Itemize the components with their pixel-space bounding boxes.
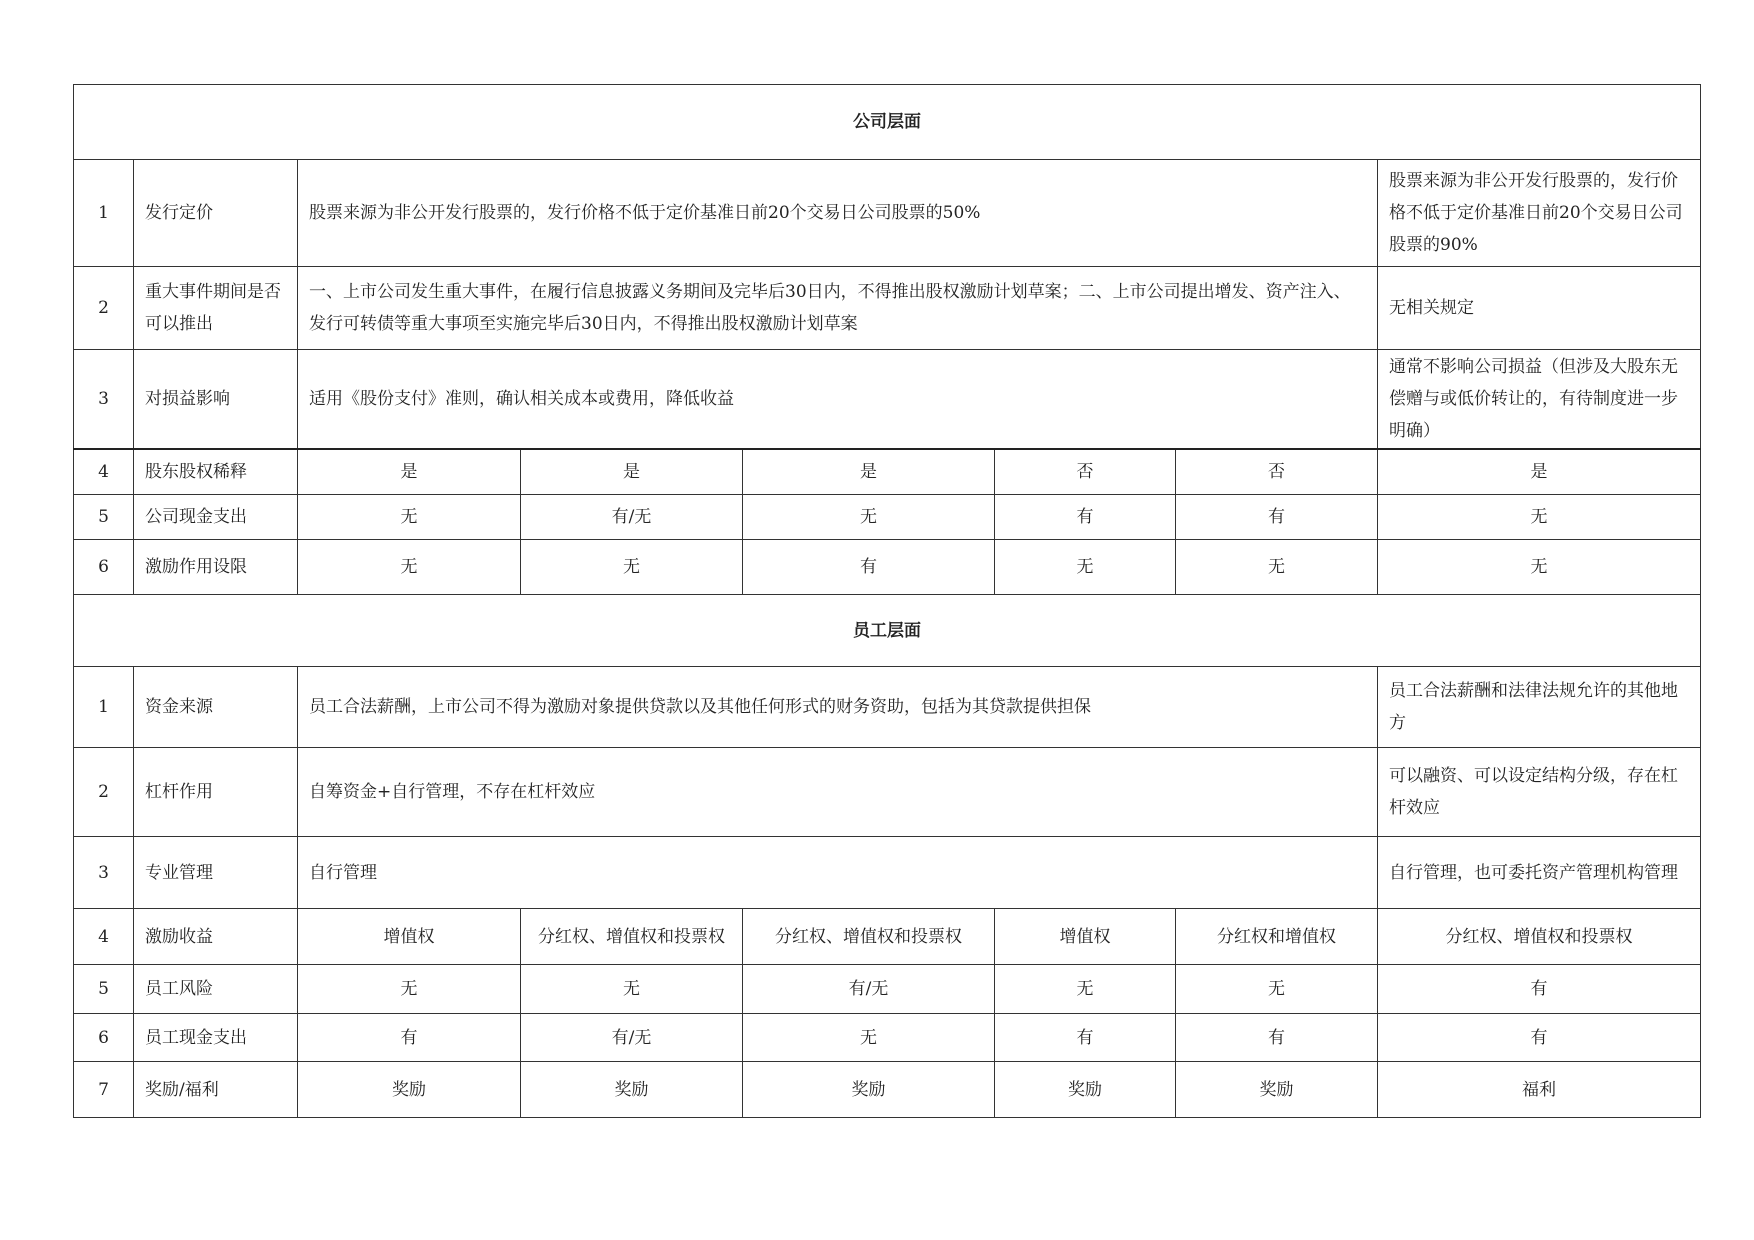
cell-value: 有: [1378, 965, 1701, 1014]
cell-value: 有: [1378, 1014, 1701, 1062]
cell-value: 无: [743, 495, 995, 540]
row-number: 3: [74, 837, 134, 909]
table-row: [74, 350, 1701, 449]
row-note: 无相关规定: [1378, 267, 1701, 350]
cell-value: 无: [521, 965, 743, 1014]
cell-value: 分红权、增值权和投票权: [743, 909, 995, 965]
table-row: [74, 667, 1701, 748]
row-description: 自筹资金+自行管理，不存在杠杆效应: [298, 748, 1378, 837]
cell-value: 无: [298, 540, 521, 595]
cell-value: 增值权: [298, 909, 521, 965]
table-row: [74, 160, 1701, 267]
row-note: 可以融资、可以设定结构分级，存在杠杆效应: [1378, 748, 1701, 837]
cell-value: 奖励: [298, 1062, 521, 1118]
row-description: 适用《股份支付》准则，确认相关成本或费用，降低收益: [298, 350, 1378, 449]
row-number: 1: [74, 160, 134, 267]
comparison-table: [73, 84, 1701, 1118]
cell-value: 有/无: [521, 1014, 743, 1062]
cell-value: 有: [743, 540, 995, 595]
row-label: 股东股权稀释: [134, 449, 298, 495]
row-description: 股票来源为非公开发行股票的，发行价格不低于定价基准日前20个交易日公司股票的50%: [298, 160, 1378, 267]
table-row: [74, 748, 1701, 837]
section-title-company: 公司层面: [74, 85, 1701, 160]
table-row: [74, 267, 1701, 350]
cell-value: 有: [298, 1014, 521, 1062]
row-number: 6: [74, 540, 134, 595]
row-note: 自行管理，也可委托资产管理机构管理: [1378, 837, 1701, 909]
cell-value: 有: [995, 1014, 1176, 1062]
cell-value: 分红权、增值权和投票权: [1378, 909, 1701, 965]
row-note: 通常不影响公司损益（但涉及大股东无偿赠与或低价转让的，有待制度进一步明确）: [1378, 350, 1701, 449]
table-row: [74, 965, 1701, 1014]
row-number: 4: [74, 909, 134, 965]
cell-value: 是: [1378, 449, 1701, 495]
cell-value: 奖励: [521, 1062, 743, 1118]
cell-value: 无: [995, 540, 1176, 595]
cell-value: 无: [1176, 965, 1378, 1014]
cell-value: 是: [743, 449, 995, 495]
table-row: [74, 540, 1701, 595]
cell-value: 奖励: [743, 1062, 995, 1118]
cell-value: 无: [298, 965, 521, 1014]
cell-value: 无: [995, 965, 1176, 1014]
cell-value: 否: [1176, 449, 1378, 495]
row-label: 专业管理: [134, 837, 298, 909]
row-label: 公司现金支出: [134, 495, 298, 540]
row-number: 3: [74, 350, 134, 449]
row-description: 自行管理: [298, 837, 1378, 909]
row-number: 2: [74, 267, 134, 350]
cell-value: 无: [743, 1014, 995, 1062]
table-row: [74, 1062, 1701, 1118]
row-number: 6: [74, 1014, 134, 1062]
cell-value: 有: [1176, 1014, 1378, 1062]
table-row: [74, 1014, 1701, 1062]
row-label: 资金来源: [134, 667, 298, 748]
cell-value: 是: [521, 449, 743, 495]
row-number: 2: [74, 748, 134, 837]
cell-value: 有/无: [521, 495, 743, 540]
row-label: 发行定价: [134, 160, 298, 267]
cell-value: 无: [1378, 495, 1701, 540]
row-label: 对损益影响: [134, 350, 298, 449]
table-row: [74, 495, 1701, 540]
cell-value: 否: [995, 449, 1176, 495]
row-label: 激励收益: [134, 909, 298, 965]
row-label: 员工风险: [134, 965, 298, 1014]
row-note: 股票来源为非公开发行股票的，发行价格不低于定价基准日前20个交易日公司股票的90%: [1378, 160, 1701, 267]
row-label: 奖励/福利: [134, 1062, 298, 1118]
section-title-employee: 员工层面: [74, 595, 1701, 667]
row-label: 杠杆作用: [134, 748, 298, 837]
cell-value: 无: [521, 540, 743, 595]
table-row: [74, 837, 1701, 909]
cell-value: 奖励: [1176, 1062, 1378, 1118]
row-number: 7: [74, 1062, 134, 1118]
row-number: 4: [74, 449, 134, 495]
cell-value: 分红权、增值权和投票权: [521, 909, 743, 965]
row-description: 一、上市公司发生重大事件，在履行信息披露义务期间及完毕后30日内，不得推出股权激励计划草案；二、上市公司提出增发、资产注入、发行可转债等重大事项至实施完毕后30日内，不得推出股权激励计划草案: [298, 267, 1378, 350]
cell-value: 无: [298, 495, 521, 540]
row-label: 激励作用设限: [134, 540, 298, 595]
cell-value: 福利: [1378, 1062, 1701, 1118]
row-note: 员工合法薪酬和法律法规允许的其他地方: [1378, 667, 1701, 748]
row-number: 5: [74, 965, 134, 1014]
cell-value: 分红权和增值权: [1176, 909, 1378, 965]
cell-value: 是: [298, 449, 521, 495]
row-number: 5: [74, 495, 134, 540]
cell-value: 无: [1176, 540, 1378, 595]
cell-value: 奖励: [995, 1062, 1176, 1118]
row-label: 重大事件期间是否可以推出: [134, 267, 298, 350]
table-row: [74, 909, 1701, 965]
cell-value: 无: [1378, 540, 1701, 595]
row-number: 1: [74, 667, 134, 748]
cell-value: 有: [995, 495, 1176, 540]
row-description: 员工合法薪酬，上市公司不得为激励对象提供贷款以及其他任何形式的财务资助，包括为其贷款提供担保: [298, 667, 1378, 748]
table-row: [74, 449, 1701, 495]
cell-value: 有: [1176, 495, 1378, 540]
cell-value: 有/无: [743, 965, 995, 1014]
row-label: 员工现金支出: [134, 1014, 298, 1062]
cell-value: 增值权: [995, 909, 1176, 965]
